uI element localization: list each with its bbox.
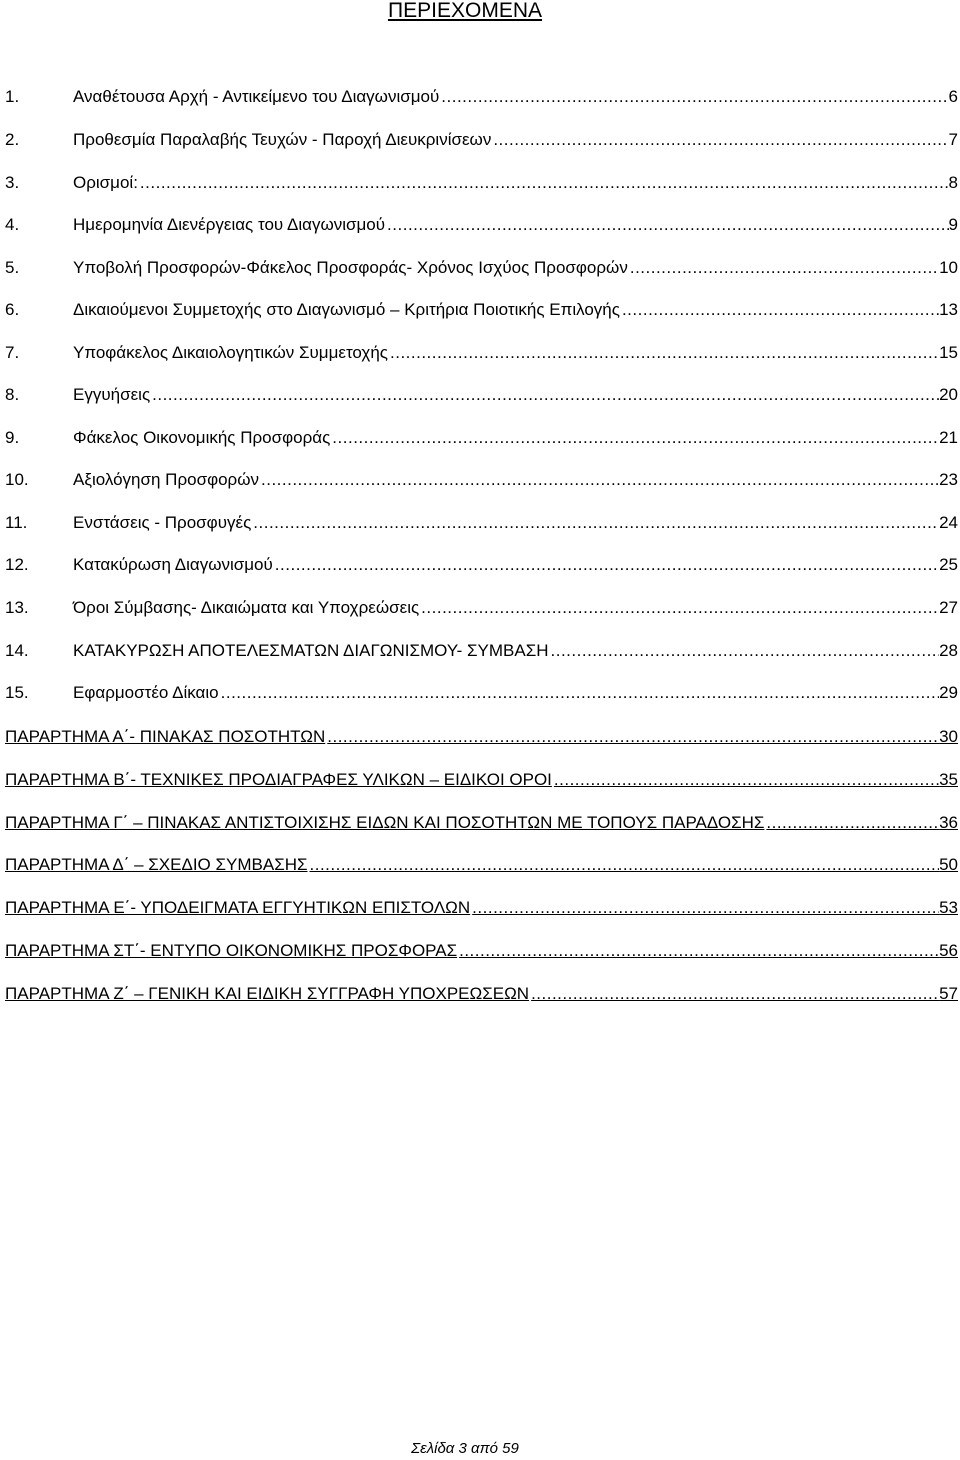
toc-entry[interactable] [5,425,958,449]
toc-entry[interactable] [5,340,958,364]
toc-leader-dots [385,214,948,236]
toc-entry[interactable] [5,595,958,619]
toc-entry-page: 24 [939,513,958,532]
toc-entry-number: 12. [5,555,29,574]
toc-appendix-label: ΠΑΡΑΡΤΗΜΑ Γ΄ – ΠΙΝΑΚΑΣ ΑΝΤΙΣΤΟΙΧΙΣΗΣ ΕΙΔΩΝ ΚΑΙ ΠΟΣΟΤΗΤΩΝ ΜΕ ΤΟΠΟΥΣ ΠΑΡΑΔΟΣΗΣ [5,813,765,832]
toc-entry-number: 1. [5,87,20,106]
toc-leader-dots [330,427,939,449]
toc-entry-page: 27 [939,598,958,617]
toc-entry[interactable] [5,127,958,151]
toc-entry[interactable] [5,170,958,194]
toc-appendix-label: ΠΑΡΑΡΤΗΜΑ Α΄- ΠΙΝΑΚΑΣ ΠΟΣΟΤΗΤΩΝ [5,727,326,746]
toc-entry-number: 2. [5,130,20,149]
toc-entry-label: Ημερομηνία Διενέργειας του Διαγωνισμού [73,215,386,234]
toc-leader-dots [552,769,939,791]
toc-entry-label: Όροι Σύμβασης- Δικαιώματα και Υποχρεώσεις [73,598,420,617]
toc-leader-dots [457,940,939,962]
toc-leader-dots [150,384,939,406]
toc-entry-page: 10 [939,258,958,277]
page-footer: Σελίδα 3 από 59 [411,1440,519,1457]
toc-leader-dots [529,983,939,1005]
toc-appendix-entry[interactable] [5,724,958,748]
toc-entry[interactable] [5,552,958,576]
toc-entry-label: Αναθέτουσα Αρχή - Αντικείμενο του Διαγωνισμού [73,87,440,106]
toc-entry[interactable] [5,212,958,236]
toc-appendix-page: 50 [939,855,958,874]
toc-entry-number: 10. [5,470,29,489]
toc-leader-dots [764,812,939,834]
toc-appendix-page: 57 [939,984,958,1003]
toc-entry-page: 23 [939,470,958,489]
toc-leader-dots [308,854,940,876]
toc-appendix-entry[interactable] [5,810,958,834]
toc-leader-dots [325,726,939,748]
toc-entry-page: 25 [939,555,958,574]
toc-entry-number: 3. [5,173,20,192]
toc-entry-page: 29 [939,683,958,702]
toc-entry-label: Ενστάσεις - Προσφυγές [73,513,252,532]
toc-entry-label: ΚΑΤΑΚΥΡΩΣΗ ΑΠΟΤΕΛΕΣΜΑΤΩΝ ΔΙΑΓΩΝΙΣΜΟΥ- ΣΥΜΒΑΣΗ [73,641,549,660]
toc-entry-number: 9. [5,428,20,447]
toc-appendix-page: 56 [939,941,958,960]
toc-entry-label: Εφαρμοστέο Δίκαιο [73,683,219,702]
toc-leader-dots [388,342,939,364]
toc-entry-label: Προθεσμία Παραλαβής Τευχών - Παροχή Διευκρινίσεων [73,130,492,149]
toc-appendix-entry[interactable] [5,981,958,1005]
toc-appendix-page: 53 [939,898,958,917]
toc-entry-page: 9 [948,215,958,234]
toc-entry-page: 21 [939,428,958,447]
toc-appendix-page: 30 [939,727,958,746]
toc-leader-dots [620,299,939,321]
toc-entry[interactable] [5,255,958,279]
toc-entry[interactable] [5,638,958,662]
toc-leader-dots [549,640,940,662]
toc-entry-number: 4. [5,215,20,234]
toc-entry-label: Εγγυήσεις [73,385,151,404]
toc-entry-label: Υποφάκελος Δικαιολογητικών Συμμετοχής [73,343,388,362]
toc-appendix-label: ΠΑΡΑΡΤΗΜΑ Β΄- ΤΕΧΝΙΚΕΣ ΠΡΟΔΙΑΓΡΑΦΕΣ ΥΛΙΚΩΝ – ΕΙΔΙΚΟΙ ΟΡΟΙ [5,770,552,789]
toc-title: ΠΕΡΙΕΧΟΜΕΝΑ [387,0,543,22]
toc-entry-page: 13 [939,300,958,319]
toc-entry-number: 11. [5,513,28,532]
toc-entry-page: 7 [948,130,958,149]
toc-entry-page: 8 [948,173,958,192]
toc-entry-label: Κατακύρωση Διαγωνισμού [73,555,273,574]
toc-appendix-entry[interactable] [5,895,958,919]
toc-appendix-label: ΠΑΡΑΡΤΗΜΑ Δ΄ – ΣΧΕΔΙΟ ΣΥΜΒΑΣΗΣ [5,855,308,874]
toc-leader-dots [628,257,939,279]
toc-entry-page: 20 [939,385,958,404]
toc-leader-dots [138,172,949,194]
toc-leader-dots [251,512,939,534]
toc-entry-label: Δικαιούμενοι Συμμετοχής στο Διαγωνισμό – Κριτήρια Ποιοτικής Επιλογής [73,300,620,319]
toc-leader-dots [219,682,939,704]
toc-leader-dots [259,469,939,491]
toc-entry[interactable] [5,680,958,704]
toc-leader-dots [439,86,948,108]
toc-entry[interactable] [5,297,958,321]
toc-entry-number: 7. [5,343,20,362]
toc-entry[interactable] [5,382,958,406]
toc-entry-label: Φάκελος Οικονομικής Προσφοράς [73,428,331,447]
toc-entry-number: 5. [5,258,20,277]
toc-appendix-entry[interactable] [5,767,958,791]
toc-appendix-label: ΠΑΡΑΡΤΗΜΑ ΣΤ΄- ΕΝΤΥΠΟ ΟΙΚΟΝΟΜΙΚΗΣ ΠΡΟΣΦΟΡΑΣ [5,941,458,960]
toc-appendix-page: 35 [939,770,958,789]
toc-appendix-entry[interactable] [5,852,958,876]
toc-leader-dots [470,897,939,919]
toc-entry-page: 28 [939,641,958,660]
toc-entry-label: Υποβολή Προσφορών-Φάκελος Προσφοράς- Χρόνος Ισχύος Προσφορών [73,258,628,277]
toc-entry[interactable] [5,84,958,108]
toc-entry-number: 14. [5,641,29,660]
toc-entry-label: Ορισμοί: [73,173,138,192]
toc-appendix-label: ΠΑΡΑΡΤΗΜΑ Ζ΄ – ΓΕΝΙΚΗ ΚΑΙ ΕΙΔΙΚΗ ΣΥΓΓΡΑΦΗ ΥΠΟΧΡΕΩΣΕΩΝ [5,984,530,1003]
toc-entry[interactable] [5,467,958,491]
toc-entry-page: 6 [948,87,958,106]
toc-appendix-page: 36 [939,813,958,832]
toc-leader-dots [273,554,939,576]
toc-entry[interactable] [5,510,958,534]
toc-entry-number: 15. [5,683,29,702]
toc-entry-number: 13. [5,598,29,617]
toc-entry-number: 8. [5,385,20,404]
toc-leader-dots [419,597,939,619]
toc-entry-page: 15 [939,343,958,362]
toc-appendix-entry[interactable] [5,938,958,962]
toc-appendix-label: ΠΑΡΑΡΤΗΜΑ Ε΄- ΥΠΟΔΕΙΓΜΑΤΑ ΕΓΓΥΗΤΙΚΩΝ ΕΠΙΣΤΟΛΩΝ [5,898,471,917]
toc-leader-dots [491,129,948,151]
toc-entry-label: Αξιολόγηση Προσφορών [73,470,259,489]
toc-entry-number: 6. [5,300,20,319]
